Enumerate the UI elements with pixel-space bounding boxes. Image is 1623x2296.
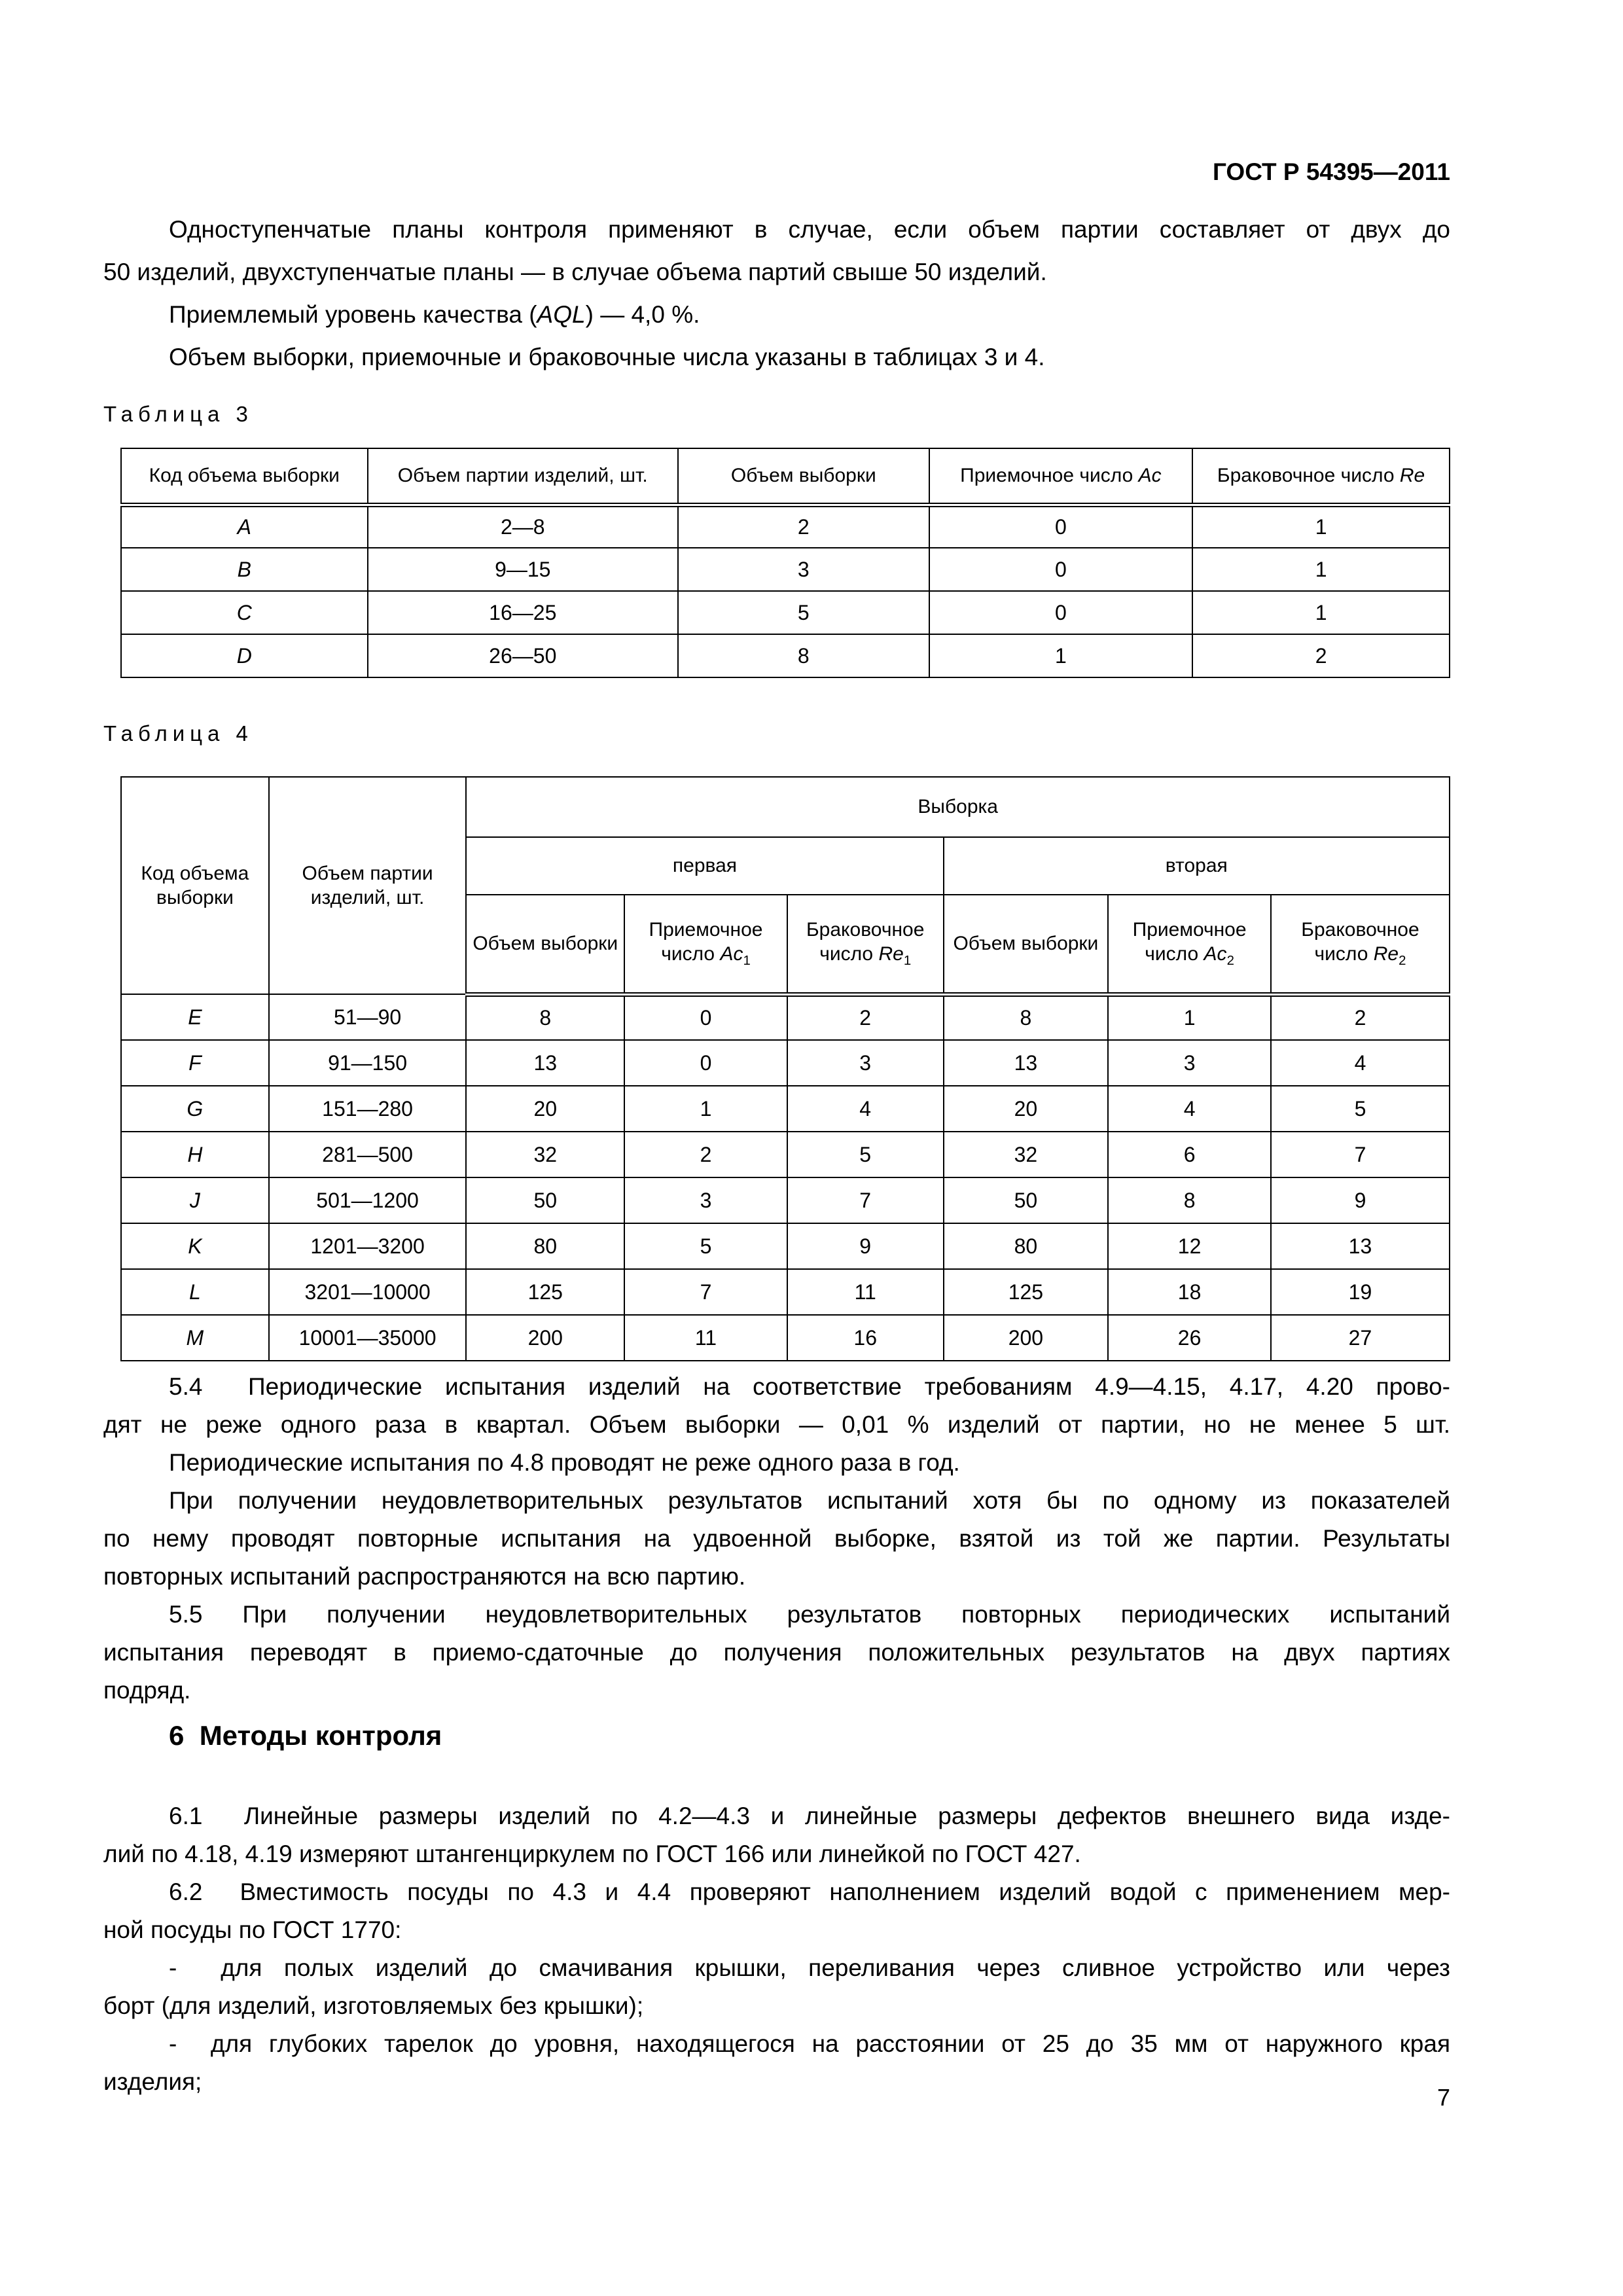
table-cell: 26 (1108, 1315, 1271, 1361)
table-cell: K (121, 1223, 269, 1269)
table-cell: 50 (944, 1177, 1109, 1223)
table-cell: 32 (944, 1132, 1109, 1177)
paragraph-line: Объем выборки, приемочные и браковочные числа указаны в таблицах 3 и 4. (169, 344, 1045, 370)
table4-header-cell: Объем выборки (944, 895, 1109, 994)
table-cell: 1 (1192, 591, 1450, 634)
paragraph-line: Приемлемый уровень качества (AQL) — 4,0 %. (169, 301, 700, 328)
table4-header-subgroup: первая (466, 837, 943, 895)
table-cell: J (121, 1177, 269, 1223)
table-cell: 1 (1108, 994, 1271, 1040)
table-cell: 125 (944, 1269, 1109, 1315)
table-cell: H (121, 1132, 269, 1177)
table-cell: 3 (787, 1040, 944, 1086)
table-cell: 16 (787, 1315, 944, 1361)
document-code: ГОСТ Р 54395—2011 (1212, 158, 1450, 185)
table4-header-cell: Объем выборки (466, 895, 624, 994)
table-cell: 13 (466, 1040, 624, 1086)
table-cell: 3 (624, 1177, 787, 1223)
table-cell: F (121, 1040, 269, 1086)
table4-header-cell: Приемочное число $Ac_2$ (1108, 895, 1271, 994)
table-cell: 5 (787, 1132, 944, 1177)
table-row (121, 634, 1450, 677)
table4-header-cell: Браковочное число $Re_2$ (1271, 895, 1450, 994)
table4-header-subgroup: вторая (944, 837, 1450, 895)
paragraph-line: ной посуды по ГОСТ 1770: (103, 1916, 402, 1943)
page-number: 7 (1436, 2084, 1450, 2111)
table-cell: 1 (624, 1086, 787, 1132)
table3-header-cell: Приемочное число Ac (929, 448, 1193, 505)
paragraph-line: испытания переводят в приемо-сдаточные до получения положительных результатов на двух партиях (103, 1639, 1450, 1666)
table-row (121, 1132, 1450, 1177)
table4-header-cell: Браковочное число $Re_1$ (787, 895, 944, 994)
paragraph-line: Одноступенчатые планы контроля применяют в случае, если объем партии составляет от двух до (169, 216, 1450, 243)
table-cell: 80 (466, 1223, 624, 1269)
table3-body (121, 505, 1450, 677)
table-row (121, 548, 1450, 591)
table3-header-cell: Браковочное число Re (1192, 448, 1450, 505)
section-5-paragraphs (103, 1368, 1450, 1710)
table-cell: 3 (1108, 1040, 1271, 1086)
section-6-heading: 6 Методы контроля (169, 1720, 442, 1751)
table-cell: 9 (1271, 1177, 1450, 1223)
table-cell: 8 (678, 634, 929, 677)
table3-header-cell: Объем партии изделий, шт. (368, 448, 678, 505)
table-cell: 32 (466, 1132, 624, 1177)
intro-paragraphs (103, 208, 1450, 378)
table-cell: 8 (466, 994, 624, 1040)
table-cell: 2 (1192, 634, 1450, 677)
table-cell: 3201—10000 (269, 1269, 467, 1315)
table-cell: 11 (787, 1269, 944, 1315)
table-cell: 7 (787, 1177, 944, 1223)
table-cell: 0 (624, 994, 787, 1040)
table4-header-cell: Объем партии изделий, шт. (269, 777, 467, 994)
table-cell: 1 (929, 634, 1193, 677)
paragraph-line: Периодические испытания по 4.8 проводят не реже одного раза в год. (169, 1449, 960, 1476)
table-row (121, 1086, 1450, 1132)
table-cell: 7 (1271, 1132, 1450, 1177)
table3-header-cell: Код объема выборки (121, 448, 368, 505)
paragraph-line: изделия; (103, 2068, 202, 2095)
table-cell: 0 (929, 591, 1193, 634)
table-cell: 4 (787, 1086, 944, 1132)
table-row (121, 1040, 1450, 1086)
table-cell: 19 (1271, 1269, 1450, 1315)
table-cell: 11 (624, 1315, 787, 1361)
paragraph-line: борт (для изделий, изготовляемых без крышки); (103, 1992, 644, 2019)
paragraph-line: подряд. (103, 1677, 191, 1704)
table-cell: 1 (1192, 548, 1450, 591)
table-cell: 13 (1271, 1223, 1450, 1269)
table-cell: 4 (1108, 1086, 1271, 1132)
paragraph-line: повторных испытаний распространяются на всю партию. (103, 1563, 746, 1590)
table-cell: 6 (1108, 1132, 1271, 1177)
table-cell: C (121, 591, 368, 634)
table-cell: 2 (678, 505, 929, 548)
table4-header-cell: Приемочное число $Ac_1$ (624, 895, 787, 994)
table-cell: 200 (944, 1315, 1109, 1361)
table-cell: G (121, 1086, 269, 1132)
paragraph-line: При получении неудовлетворительных результатов испытаний хотя бы по одному из показателей (169, 1487, 1450, 1514)
table-cell: 20 (944, 1086, 1109, 1132)
table-cell: 501—1200 (269, 1177, 467, 1223)
table-cell: 27 (1271, 1315, 1450, 1361)
table-cell: 9 (787, 1223, 944, 1269)
table4-header-cell: Код объема выборки (121, 777, 269, 994)
table-row (121, 505, 1450, 548)
section-6-paragraphs (103, 1797, 1450, 2101)
table-cell: 2 (1271, 994, 1450, 1040)
table-cell: 16—25 (368, 591, 678, 634)
table-cell: 0 (929, 548, 1193, 591)
table-cell: 9—15 (368, 548, 678, 591)
paragraph-line: - для глубоких тарелок до уровня, находящегося на расстоянии от 25 до 35 мм от наружного края (169, 2030, 1450, 2057)
table-cell: 51—90 (269, 994, 467, 1040)
table-cell: 3 (678, 548, 929, 591)
table-cell: 281—500 (269, 1132, 467, 1177)
table-cell: 5 (624, 1223, 787, 1269)
table-row (121, 1269, 1450, 1315)
table-cell: 8 (1108, 1177, 1271, 1223)
paragraph-line: 5.5 При получении неудовлетворительных результатов повторных периодических испытаний (169, 1601, 1450, 1628)
paragraph-line: лий по 4.18, 4.19 измеряют штангенциркулем по ГОСТ 166 или линейкой по ГОСТ 427. (103, 1840, 1081, 1867)
table3-header-row (121, 448, 1450, 505)
table-cell: 0 (929, 505, 1193, 548)
paragraph-line: по нему проводят повторные испытания на удвоенной выборке, взятой из той же партии. Результаты (103, 1525, 1450, 1552)
table-cell: 5 (1271, 1086, 1450, 1132)
table-cell: 2—8 (368, 505, 678, 548)
table-cell: 5 (678, 591, 929, 634)
table-cell: 20 (466, 1086, 624, 1132)
table4-header-group: Выборка (466, 777, 1450, 837)
table-cell: 1201—3200 (269, 1223, 467, 1269)
table-cell: 4 (1271, 1040, 1450, 1086)
table-cell: M (121, 1315, 269, 1361)
table-row (121, 1223, 1450, 1269)
table-row (121, 1177, 1450, 1223)
table-cell: 0 (624, 1040, 787, 1086)
table-cell: 18 (1108, 1269, 1271, 1315)
paragraph-line: 6.2 Вместимость посуды по 4.3 и 4.4 проверяют наполнением изделий водой с применением мер- (169, 1878, 1450, 1905)
table-cell: 2 (624, 1132, 787, 1177)
table4-caption: Таблица 4 (103, 721, 253, 745)
table-cell: 80 (944, 1223, 1109, 1269)
table3-header-cell: Объем выборки (678, 448, 929, 505)
table-cell: B (121, 548, 368, 591)
table4 (120, 776, 1450, 1361)
table3 (120, 448, 1450, 678)
paragraph-line: 50 изделий, двухступенчатые планы — в случае объема партий свыше 50 изделий. (103, 259, 1047, 285)
table-cell: 26—50 (368, 634, 678, 677)
table-row (121, 994, 1450, 1040)
table-cell: 50 (466, 1177, 624, 1223)
table-cell: 125 (466, 1269, 624, 1315)
table-cell: A (121, 505, 368, 548)
table-cell: 7 (624, 1269, 787, 1315)
table-cell: 2 (787, 994, 944, 1040)
table-cell: 1 (1192, 505, 1450, 548)
paragraph-line: - для полых изделий до смачивания крышки, переливания через сливное устройство или через (169, 1954, 1450, 1981)
table-cell: 91—150 (269, 1040, 467, 1086)
table-cell: 200 (466, 1315, 624, 1361)
paragraph-line: 6.1 Линейные размеры изделий по 4.2—4.3 и линейные размеры дефектов внешнего вида изде- (169, 1803, 1450, 1829)
table-cell: 8 (944, 994, 1109, 1040)
table4-header-row (121, 777, 1450, 837)
paragraph-line: дят не реже одного раза в квартал. Объем выборки — 0,01 % изделий от партии, но не менее 5 шт. (103, 1411, 1450, 1438)
table3-caption: Таблица 3 (103, 402, 253, 426)
table-cell: L (121, 1269, 269, 1315)
table-cell: 13 (944, 1040, 1109, 1086)
table4-body (121, 994, 1450, 1361)
table-cell: D (121, 634, 368, 677)
table-cell: 12 (1108, 1223, 1271, 1269)
table-cell: 10001—35000 (269, 1315, 467, 1361)
table-cell: E (121, 994, 269, 1040)
table-row (121, 1315, 1450, 1361)
table-row (121, 591, 1450, 634)
table-cell: 151—280 (269, 1086, 467, 1132)
paragraph-line: 5.4 Периодические испытания изделий на соответствие требованиям 4.9—4.15, 4.17, 4.20 прово- (169, 1373, 1450, 1400)
